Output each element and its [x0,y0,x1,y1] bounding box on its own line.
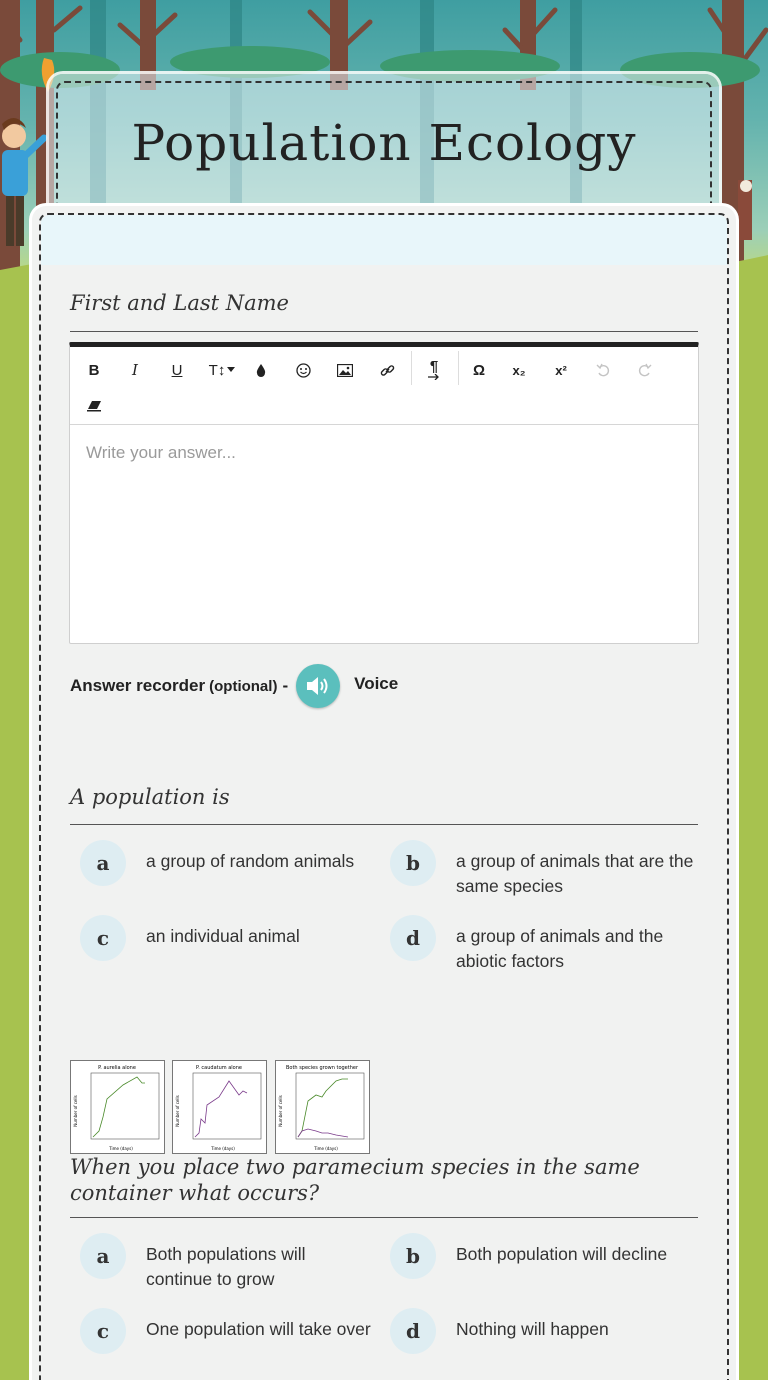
text-size-button[interactable] [204,355,240,385]
option-b-bubble[interactable]: b [390,1233,436,1279]
option-d-bubble[interactable]: d [390,915,436,961]
graph-1-xlabel: Time (days) [109,1146,133,1151]
recorder-label: Answer recorder [70,676,206,695]
link-button[interactable] [372,355,402,385]
clear-format-button[interactable] [79,391,109,421]
emoji-icon [296,363,311,378]
italic-button[interactable]: I [132,361,138,379]
toolbar-separator [411,351,412,385]
question2-divider [70,824,698,825]
graph-both-species [275,1060,370,1154]
answer-recorder [70,664,398,708]
option-d-text[interactable]: a group of animals and the abiotic factors [456,926,664,971]
recorder-dash: - [282,676,289,695]
option-a-text[interactable]: a group of random animals [146,851,355,871]
graph-2-title: P. caudatum alone [196,1065,242,1071]
option-a-bubble[interactable]: a [80,840,126,886]
undo-icon [596,363,610,377]
caret-down-icon [227,367,235,373]
graph-3-xlabel: Time (days) [314,1146,338,1151]
answer-textarea[interactable]: Write your answer... [86,443,236,462]
eraser-icon [87,400,102,412]
option-a-text[interactable]: Both populations will continue to grow [146,1244,306,1289]
underline-button[interactable]: U [171,361,183,379]
graph-p-caudatum-plot [173,1061,266,1153]
option-c-text[interactable]: an individual animal [146,926,300,946]
graph-1-title: P. aurelia alone [98,1065,136,1071]
question1-divider [70,331,698,332]
graph-3-ylabel: Number of cells [278,1095,283,1127]
option-b-bubble[interactable]: b [390,840,436,886]
option-b-text[interactable]: a group of animals that are the same species [456,851,694,896]
arrow-right-icon [428,374,440,380]
image-button[interactable] [330,355,360,385]
option-c-text[interactable]: One population will take over [146,1319,371,1339]
graph-p-aurelia-plot [71,1061,164,1153]
image-icon [337,364,353,377]
paragraph-direction-button[interactable] [419,355,449,385]
graph-2-ylabel: Number of cells [175,1095,180,1127]
graph-3-title: Both species grown together [285,1065,359,1071]
question3-prompt: When you place two paramecium species in the same container what occurs? [70,1155,640,1205]
option-c-bubble[interactable]: c [80,1308,126,1354]
speaker-icon [305,675,331,697]
option-b-text[interactable]: Both population will decline [456,1244,668,1264]
voice-label: Voice [354,674,399,693]
recorder-optional-label: (optional) [209,677,278,695]
question1-prompt: First and Last Name [70,291,289,315]
paragraph-label: ¶ [429,358,439,375]
graph-p-caudatum [172,1060,267,1154]
question3-divider [70,1217,698,1218]
question2-prompt: A population is [70,785,230,809]
option-d-bubble[interactable]: d [390,1308,436,1354]
emoji-button[interactable] [288,355,318,385]
graph-1-ylabel: Number of cells [73,1095,78,1127]
editor-toolbar [70,347,698,425]
rich-text-editor [69,342,699,644]
graph-both-species-plot [276,1061,369,1153]
option-d-text[interactable]: Nothing will happen [456,1319,609,1339]
redo-icon [638,363,652,377]
toolbar-separator [458,351,459,385]
color-drop-icon [256,363,266,377]
undo-button[interactable] [588,355,618,385]
redo-button[interactable] [630,355,660,385]
text-size-label: T↕ [208,361,226,379]
text-color-button[interactable] [246,355,276,385]
voice-record-button[interactable] [296,664,340,708]
page-title: Population Ecology [131,114,637,172]
graph-p-aurelia [70,1060,165,1154]
option-a-bubble[interactable]: a [80,1233,126,1279]
option-c-bubble[interactable]: c [80,915,126,961]
link-icon [380,363,395,378]
graph-2-xlabel: Time (days) [211,1146,235,1151]
superscript-button[interactable]: x² [555,362,567,378]
special-character-button[interactable]: Ω [472,361,486,379]
subscript-button[interactable]: x₂ [512,362,526,378]
bold-button[interactable]: B [88,361,100,379]
